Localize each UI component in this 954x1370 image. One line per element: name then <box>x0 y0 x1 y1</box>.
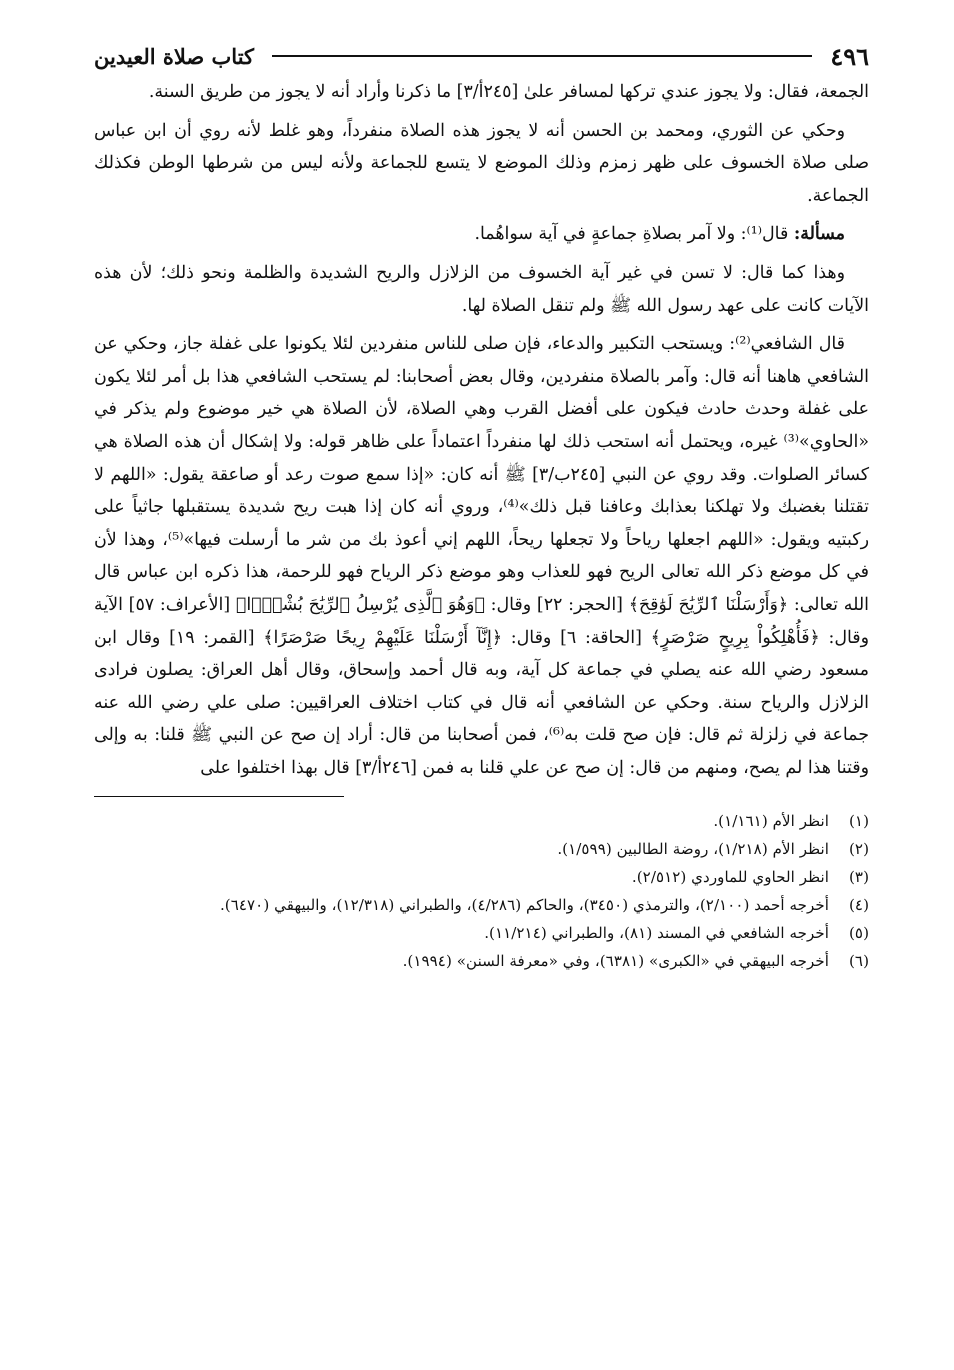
footnote-number: (١) <box>848 812 869 831</box>
footnote-number: (٤) <box>848 896 869 915</box>
footnote-text: أخرجه أحمد (٢/١٠٠)، والترمذي (٣٤٥٠)، والحاكم (٤/٢٨٦)، والطبراني (١٢/٣١٨)، والبيهقي (٦٤٧٠). <box>219 896 829 915</box>
masala-label: مسألة: <box>793 224 845 245</box>
footnote-text: انظر الأم (١/٢١٨)، روضة الطالبين (١/٥٩٩). <box>557 840 829 859</box>
footnote <box>94 891 869 919</box>
footnote-text: انظر الأم (١/١٦١). <box>713 812 829 831</box>
page-header <box>94 36 869 76</box>
body-text <box>94 76 869 784</box>
footnote-number: (٢) <box>848 840 869 859</box>
footnote-text: أخرجه الشافعي في المسند (٨١)، والطبراني (١١/٢١٤). <box>484 924 829 943</box>
footnote <box>94 919 869 947</box>
paragraph-4: وهذا كما قال: لا تسن في غير آية الخسوف من الزلازل والريح الشديدة والظلمة ونحو ذلك؛ لأن هذه الآيات كانت على عهد رسول الله ﷺ ولم تنقل الصلاة لها. <box>94 262 869 316</box>
footnote-number: (٣) <box>848 868 869 887</box>
book-title: كتاب صلاة العيدين <box>94 43 255 69</box>
footnote <box>94 863 869 891</box>
footnote <box>94 835 869 863</box>
masala-text: قال⁽¹⁾: ولا آمر بصلاةِ جماعةٍ في آية سواهُما. <box>474 224 789 245</box>
footnote-text: أخرجه البيهقي في «الكبرى» (٦٣٨١)، وفي «معرفة السنن» (١٩٩٤). <box>402 952 829 971</box>
footnote-number: (٦) <box>848 952 869 971</box>
paragraph-5: قال الشافعي⁽²⁾: ويستحب التكبير والدعاء، فإن صلى للناس منفردين لئلا يكونوا على غفلة جاز، وحكي عن الشافعي هاهنا أنه قال: وآمر بالصلاة منفردين، وقال بعض أصحابنا: لم يستحب الشافعي هذا بل أمر لئلا يكون على غفلة وحدث حادث فيكون على أفضل القرب وهي الصلاة، لأن الصلاة هي خير موضوع ولم يذكر في «الحاوي»⁽³⁾ غيره، ويحتمل أنه استحب ذلك لها منفرداً اعتماداً على ظاهر قوله: ولا إشكال أن هذه الصلاة هي كسائر الصلوات. وقد روي عن النبي [٢٤٥ب/٣] ﷺ أنه كان: «إذا سمع صوت رعد أو صاعقة يقول: «اللهم لا تقتلنا بغضبك ولا تهلكنا بعذابك وعافنا قبل ذلك»⁽⁴⁾، وروي أنه كان إذا هبت ريح شديدة يستقبلها جاثياً على ركبتيه ويقول: «اللهم اجعلها رياحاً ولا تجعلها ريحاً، اللهم إني أعوذ بك من شر ما أرسلت فيها»⁽⁵⁾، وهذا لأن في كل موضع ذكر الله تعالى الريح فهو للعذاب وهو موضع ذكر الرياح فهو للرحمة، هذا ذكره ابن عباس قال الله تعالى: ﴿وَأَرْسَلْنَا ٱلرِّيَٰحَ لَوَٰقِحَ﴾ [الحجر: ٢٢] وقال: ﴿وَهُوَ ٱلَّذِى يُرْسِلُ ٱلرِّيَٰحَ بُشْرًۢا﴾ [الأعراف: ٥٧] الآية وقال: ﴿فَأُهْلِكُواْ بِرِيحٍ صَرْصَرٍ﴾ [الحاقة: ٦] وقال: ﴿إِنَّآ أَرْسَلْنَا عَلَيْهِمْ رِيحًا صَرْصَرًا﴾ [القمر: ١٩] وقال ابن مسعود رضي الله عنه يصلي في جماعة كل آية، وبه قال أحمد وإسحاق، وقال أهل العراق: يصلون فرادى الزلازل والرياح سنة. وحكي عن الشافعي أنه قال في كتاب اختلاف العراقيين: صلى علي رضي الله عنه جماعة في زلزلة ثم قال: فإن صح قلت به⁽⁶⁾، فمن أصحابنا من قال: أراد إن صح عن النبي ﷺ قلنا: به وإلى وقتنا هذا لم يصح، ومنهم من قال: إن صح عن علي قلنا به فمن [٢٤٦أ/٣] قال بهذا اختلفوا على <box>94 334 869 778</box>
paragraph-3 <box>94 218 869 251</box>
paragraph-2: وحكي عن الثوري، ومحمد بن الحسن أنه لا يجوز هذه الصلاة منفرداً، وهو غلط لأنه روي أن ابن عباس صلى صلاة الخسوف على ظهر زمزم وذلك الموضع لا يتسع للجماعة ولأنه ليس من شرطها الوطن فكذلك الجماعة. <box>94 120 869 206</box>
header-rule <box>272 55 812 57</box>
footnote-separator <box>94 796 344 797</box>
footnote <box>94 947 869 975</box>
footnote-text: انظر الحاوي للماوردي (٢/٥١٢). <box>631 868 829 887</box>
page <box>94 36 869 975</box>
footnotes <box>94 807 869 975</box>
paragraph-1: الجمعة، فقال: ولا يجوز عندي تركها لمسافر علىٰ [٢٤٥أ/٣] ما ذكرنا وأراد أنه لا يجوز من طريق السنة. <box>148 82 869 102</box>
footnote-number: (٥) <box>848 924 869 943</box>
footnote <box>94 807 869 835</box>
page-number: ٤٩٦ <box>830 41 869 71</box>
